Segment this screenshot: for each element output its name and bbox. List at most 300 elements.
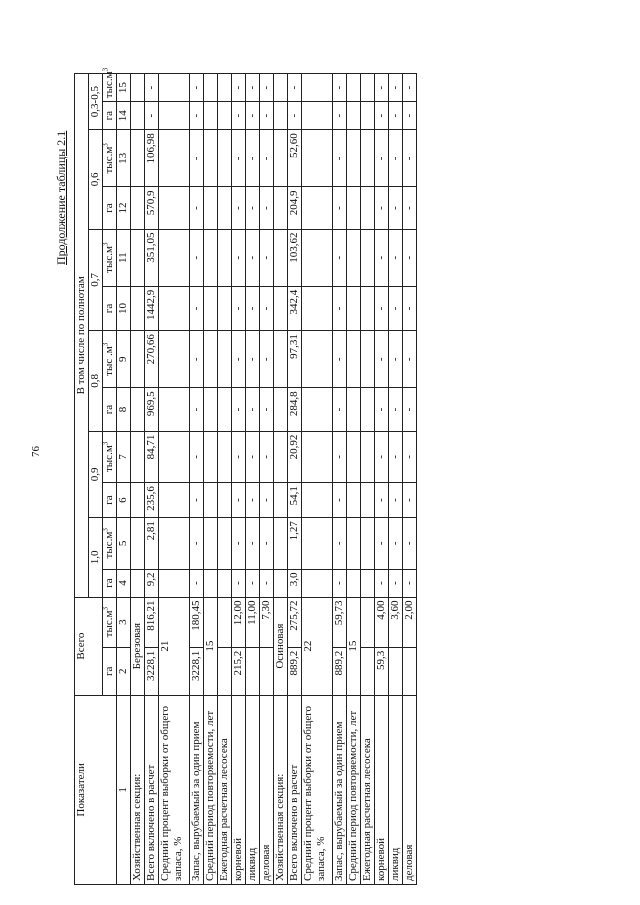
value-cell: - <box>232 483 246 518</box>
empty-cell <box>204 74 218 102</box>
value-cell <box>361 286 375 330</box>
value-cell: 2,00 <box>403 597 417 647</box>
value-cell: 4,00 <box>375 597 389 647</box>
value-cell: - <box>389 74 403 102</box>
value-cell: 52,60 <box>288 130 302 187</box>
empty-cell <box>347 187 361 229</box>
value-cell: - <box>260 229 274 286</box>
value-cell: - <box>403 331 417 388</box>
table-row <box>288 74 302 885</box>
value-cell <box>260 647 274 695</box>
unit-volume: тыс $.м^3$ <box>103 331 117 388</box>
column-number-cell: 2 <box>117 647 131 695</box>
value-cell <box>218 388 232 431</box>
value-cell: 59,73 <box>333 597 347 647</box>
value-cell: - <box>190 431 204 482</box>
value-cell: - <box>232 518 246 569</box>
value-cell: - <box>389 483 403 518</box>
empty-cell <box>204 518 218 569</box>
empty-cell <box>159 187 190 229</box>
empty-cell <box>274 388 288 431</box>
empty-cell <box>274 569 288 597</box>
empty-cell <box>302 229 333 286</box>
empty-cell <box>159 483 190 518</box>
forest-cutting-table <box>74 67 417 885</box>
value-cell: - <box>403 286 417 330</box>
value-cell: 275,72 <box>288 597 302 647</box>
value-cell: - <box>190 229 204 286</box>
page-number: 76 <box>30 446 42 457</box>
value-cell: 11,00 <box>246 597 260 647</box>
empty-cell <box>204 569 218 597</box>
column-number-cell: 7 <box>117 431 131 482</box>
value-cell: - <box>333 229 347 286</box>
section-label: Хозяйственная секция: <box>131 695 145 884</box>
value-cell: - <box>246 187 260 229</box>
empty-cell <box>131 518 145 569</box>
value-cell: 215,2 <box>232 647 246 695</box>
column-number-cell: 13 <box>117 130 131 187</box>
value-cell <box>361 518 375 569</box>
value-cell: - <box>232 286 246 330</box>
value-cell: - <box>389 130 403 187</box>
value-cell: - <box>246 518 260 569</box>
value-cell: - <box>333 331 347 388</box>
value-cell: - <box>333 130 347 187</box>
empty-cell <box>302 569 333 597</box>
value-cell <box>361 102 375 130</box>
column-number-cell: 6 <box>117 483 131 518</box>
empty-cell <box>159 102 190 130</box>
unit-volume: $тыс.м^3$ <box>103 597 117 647</box>
column-number-cell: 11 <box>117 229 131 286</box>
value-cell: 889,2 <box>288 647 302 695</box>
value-cell: 889,2 <box>333 647 347 695</box>
section-row <box>274 74 288 885</box>
value-cell: - <box>232 187 246 229</box>
empty-cell <box>131 388 145 431</box>
value-cell: - <box>333 286 347 330</box>
table-row <box>190 74 204 885</box>
empty-cell <box>302 187 333 229</box>
empty-cell <box>302 518 333 569</box>
value-cell: - <box>333 388 347 431</box>
header-by-density: В том числе по полнотам <box>75 74 89 598</box>
value-cell: - <box>288 74 302 102</box>
value-cell: - <box>403 431 417 482</box>
value-cell: - <box>232 229 246 286</box>
empty-cell <box>159 569 190 597</box>
value-cell: - <box>375 331 389 388</box>
value-cell: - <box>403 229 417 286</box>
row-label: деловая <box>403 695 417 884</box>
value-cell: - <box>246 431 260 482</box>
empty-cell <box>347 331 361 388</box>
empty-cell <box>302 102 333 130</box>
table-row <box>204 74 218 885</box>
table-body <box>75 67 417 885</box>
value-cell <box>389 647 403 695</box>
value-cell: - <box>375 286 389 330</box>
value-cell: - <box>232 331 246 388</box>
value-cell: - <box>190 130 204 187</box>
value-cell: - <box>246 74 260 102</box>
value-cell: 21 <box>159 597 190 695</box>
empty-cell <box>347 431 361 482</box>
empty-cell <box>159 388 190 431</box>
empty-cell <box>204 130 218 187</box>
empty-cell <box>131 569 145 597</box>
column-number-cell: 9 <box>117 331 131 388</box>
table-row <box>302 74 333 885</box>
row-label: корневой <box>375 695 389 884</box>
value-cell <box>218 647 232 695</box>
value-cell: 3228,1 <box>145 647 159 695</box>
value-cell: - <box>333 431 347 482</box>
empty-cell <box>131 130 145 187</box>
value-cell: - <box>232 74 246 102</box>
value-cell: - <box>375 431 389 482</box>
table-row <box>260 74 274 885</box>
table-row <box>347 74 361 885</box>
empty-cell <box>204 187 218 229</box>
value-cell <box>361 74 375 102</box>
section-row <box>131 74 145 885</box>
empty-cell <box>159 431 190 482</box>
value-cell: 59,3 <box>375 647 389 695</box>
density-0-6: 0,6 <box>89 130 103 229</box>
empty-cell <box>204 229 218 286</box>
value-cell: 15 <box>347 597 361 695</box>
value-cell: 570,9 <box>145 187 159 229</box>
row-label: Средний период повторяемости, лет <box>347 695 361 884</box>
value-cell <box>218 187 232 229</box>
unit-ha: га <box>103 569 117 597</box>
unit-ha: га <box>103 647 117 695</box>
empty-cell <box>274 483 288 518</box>
empty-cell <box>274 431 288 482</box>
header-indicators: Показатели <box>75 695 117 884</box>
row-label: деловая <box>260 695 274 884</box>
value-cell: 235,6 <box>145 483 159 518</box>
empty-cell <box>347 102 361 130</box>
value-cell: - <box>260 130 274 187</box>
table-row <box>333 74 347 885</box>
value-cell: - <box>232 388 246 431</box>
empty-cell <box>274 286 288 330</box>
value-cell <box>218 102 232 130</box>
value-cell: - <box>288 102 302 130</box>
value-cell: - <box>389 331 403 388</box>
value-cell: - <box>190 483 204 518</box>
value-cell: - <box>333 518 347 569</box>
value-cell <box>361 388 375 431</box>
value-cell: 204,9 <box>288 187 302 229</box>
empty-cell <box>274 518 288 569</box>
value-cell: - <box>232 130 246 187</box>
value-cell: - <box>389 388 403 431</box>
value-cell: - <box>333 102 347 130</box>
value-cell: 7,30 <box>260 597 274 647</box>
value-cell: - <box>403 518 417 569</box>
table-row <box>403 74 417 885</box>
value-cell: - <box>260 187 274 229</box>
empty-cell <box>274 187 288 229</box>
value-cell: 1442,9 <box>145 286 159 330</box>
row-label: Запас, вырубаемый за один прием <box>333 695 347 884</box>
empty-cell <box>274 331 288 388</box>
empty-cell <box>347 483 361 518</box>
value-cell: - <box>403 187 417 229</box>
row-label: Всего включено в расчет <box>145 695 159 884</box>
value-cell: - <box>246 229 260 286</box>
empty-cell <box>347 286 361 330</box>
value-cell: 9,2 <box>145 569 159 597</box>
value-cell: - <box>190 74 204 102</box>
row-label: Всего включено в расчет <box>288 695 302 884</box>
value-cell: 270,66 <box>145 331 159 388</box>
value-cell: - <box>190 388 204 431</box>
value-cell: - <box>333 74 347 102</box>
empty-cell <box>159 130 190 187</box>
value-cell: 342,4 <box>288 286 302 330</box>
value-cell: - <box>375 569 389 597</box>
row-label: Средний процент выборки от общего запаса, % <box>302 695 333 884</box>
value-cell: - <box>246 331 260 388</box>
value-cell: - <box>375 130 389 187</box>
empty-cell <box>159 286 190 330</box>
value-cell: 22 <box>302 597 333 695</box>
section-label: Хозяйственная секция: <box>274 695 288 884</box>
column-number-cell: 10 <box>117 286 131 330</box>
column-number-cell: 15 <box>117 74 131 102</box>
unit-ha: га <box>103 483 117 518</box>
unit-ha: га <box>103 187 117 229</box>
empty-cell <box>347 569 361 597</box>
density-1-0: 1,0 <box>89 518 103 597</box>
value-cell: - <box>190 286 204 330</box>
row-label: ликвид <box>246 695 260 884</box>
column-number-cell: 14 <box>117 102 131 130</box>
empty-cell <box>347 388 361 431</box>
value-cell <box>218 74 232 102</box>
column-number-cell: 3 <box>117 597 131 647</box>
value-cell <box>361 569 375 597</box>
empty-cell <box>131 431 145 482</box>
value-cell: - <box>260 388 274 431</box>
row-label: Ежегодная расчетная лесосека <box>361 695 375 884</box>
value-cell: - <box>403 102 417 130</box>
density-0-8: 0,8 <box>89 331 103 431</box>
density-0-9: 0,9 <box>89 431 103 517</box>
empty-cell <box>131 187 145 229</box>
value-cell <box>218 483 232 518</box>
value-cell <box>218 431 232 482</box>
value-cell: - <box>403 388 417 431</box>
empty-cell <box>159 74 190 102</box>
value-cell: - <box>333 187 347 229</box>
value-cell: - <box>260 102 274 130</box>
row-label: Средний период повторяемости, лет <box>204 695 218 884</box>
unit-volume: $тыс.м^3$ <box>103 130 117 187</box>
empty-cell <box>204 331 218 388</box>
value-cell: 816,21 <box>145 597 159 647</box>
unit-ha: га <box>103 388 117 431</box>
value-cell: - <box>246 130 260 187</box>
section-species: Березовая <box>131 597 145 695</box>
table-row <box>232 74 246 885</box>
header-total: Всего <box>75 597 103 695</box>
value-cell: - <box>246 483 260 518</box>
empty-cell <box>274 102 288 130</box>
unit-volume: $тыс.м^3$ <box>103 229 117 286</box>
value-cell <box>403 647 417 695</box>
value-cell: - <box>403 130 417 187</box>
value-cell: 1,27 <box>288 518 302 569</box>
value-cell: 3,60 <box>389 597 403 647</box>
value-cell <box>361 229 375 286</box>
value-cell: - <box>260 331 274 388</box>
table-row <box>159 74 190 885</box>
value-cell: - <box>190 518 204 569</box>
empty-cell <box>204 431 218 482</box>
empty-cell <box>204 483 218 518</box>
value-cell: - <box>145 102 159 130</box>
value-cell <box>218 286 232 330</box>
row-label: Ежегодная расчетная лесосека <box>218 695 232 884</box>
value-cell: - <box>375 518 389 569</box>
empty-cell <box>131 229 145 286</box>
value-cell: - <box>260 569 274 597</box>
value-cell: - <box>190 187 204 229</box>
empty-cell <box>204 286 218 330</box>
value-cell: - <box>232 569 246 597</box>
table-row <box>145 74 159 885</box>
value-cell: - <box>145 74 159 102</box>
unit-volume: $тыс.м^3$ <box>103 518 117 569</box>
value-cell: - <box>260 518 274 569</box>
value-cell: - <box>246 102 260 130</box>
value-cell: 15 <box>204 597 218 695</box>
value-cell: - <box>190 569 204 597</box>
unit-ha: га <box>103 286 117 330</box>
empty-cell <box>131 286 145 330</box>
empty-cell <box>302 431 333 482</box>
header-row-1 <box>75 74 89 885</box>
value-cell: 12,00 <box>232 597 246 647</box>
value-cell: - <box>260 431 274 482</box>
value-cell: - <box>375 388 389 431</box>
value-cell <box>361 597 375 647</box>
empty-cell <box>131 331 145 388</box>
value-cell: - <box>375 187 389 229</box>
unit-volume: $тыс.м^3$ <box>103 74 117 102</box>
empty-cell <box>347 518 361 569</box>
value-cell <box>218 331 232 388</box>
empty-cell <box>302 130 333 187</box>
value-cell <box>218 569 232 597</box>
value-cell: - <box>389 518 403 569</box>
value-cell: 97,31 <box>288 331 302 388</box>
value-cell: 84,71 <box>145 431 159 482</box>
row-label: Запас, вырубаемый за один прием <box>190 695 204 884</box>
table-row <box>218 74 232 885</box>
row-label: Средний процент выборки от общего запаса, % <box>159 695 190 884</box>
value-cell: - <box>190 102 204 130</box>
empty-cell <box>131 74 145 102</box>
unit-volume: $тыс.м^3$ <box>103 431 117 482</box>
value-cell <box>361 331 375 388</box>
row-label: корневой <box>232 695 246 884</box>
table-row <box>246 74 260 885</box>
empty-cell <box>159 518 190 569</box>
column-number-cell: 1 <box>117 695 131 884</box>
value-cell: - <box>375 102 389 130</box>
value-cell: - <box>389 286 403 330</box>
empty-cell <box>302 286 333 330</box>
value-cell: - <box>403 74 417 102</box>
empty-cell <box>159 229 190 286</box>
value-cell: - <box>389 569 403 597</box>
unit-ha: га <box>103 102 117 130</box>
value-cell <box>361 431 375 482</box>
empty-cell <box>302 331 333 388</box>
column-numbers-row <box>117 74 131 885</box>
value-cell: - <box>246 286 260 330</box>
value-cell <box>218 130 232 187</box>
empty-cell <box>131 483 145 518</box>
value-cell: - <box>375 229 389 286</box>
value-cell: - <box>260 74 274 102</box>
empty-cell <box>347 130 361 187</box>
empty-cell <box>347 229 361 286</box>
value-cell: - <box>375 74 389 102</box>
value-cell: 20,92 <box>288 431 302 482</box>
value-cell <box>218 229 232 286</box>
empty-cell <box>131 102 145 130</box>
density-0-3-0-5: 0,3-0,5 <box>89 74 103 130</box>
value-cell: - <box>232 431 246 482</box>
value-cell: - <box>232 102 246 130</box>
density-0-7: 0,7 <box>89 229 103 331</box>
value-cell: - <box>375 483 389 518</box>
table-row <box>375 74 389 885</box>
value-cell <box>246 647 260 695</box>
column-number-cell: 4 <box>117 569 131 597</box>
column-number-cell: 5 <box>117 518 131 569</box>
empty-cell <box>302 483 333 518</box>
section-species: Осиновая <box>274 597 288 695</box>
value-cell: - <box>389 431 403 482</box>
value-cell: - <box>389 187 403 229</box>
value-cell: 3228,1 <box>190 647 204 695</box>
continuation-caption: Продолжение таблицы 2.1 <box>54 130 68 265</box>
empty-cell <box>159 331 190 388</box>
value-cell: 284,8 <box>288 388 302 431</box>
value-cell: 54,1 <box>288 483 302 518</box>
column-number-cell: 8 <box>117 388 131 431</box>
table-row <box>389 74 403 885</box>
column-number-cell: 12 <box>117 187 131 229</box>
table-row <box>361 74 375 885</box>
value-cell: - <box>333 483 347 518</box>
empty-cell <box>302 74 333 102</box>
value-cell <box>361 187 375 229</box>
empty-cell <box>274 74 288 102</box>
value-cell: - <box>190 331 204 388</box>
value-cell: - <box>246 569 260 597</box>
value-cell <box>361 647 375 695</box>
